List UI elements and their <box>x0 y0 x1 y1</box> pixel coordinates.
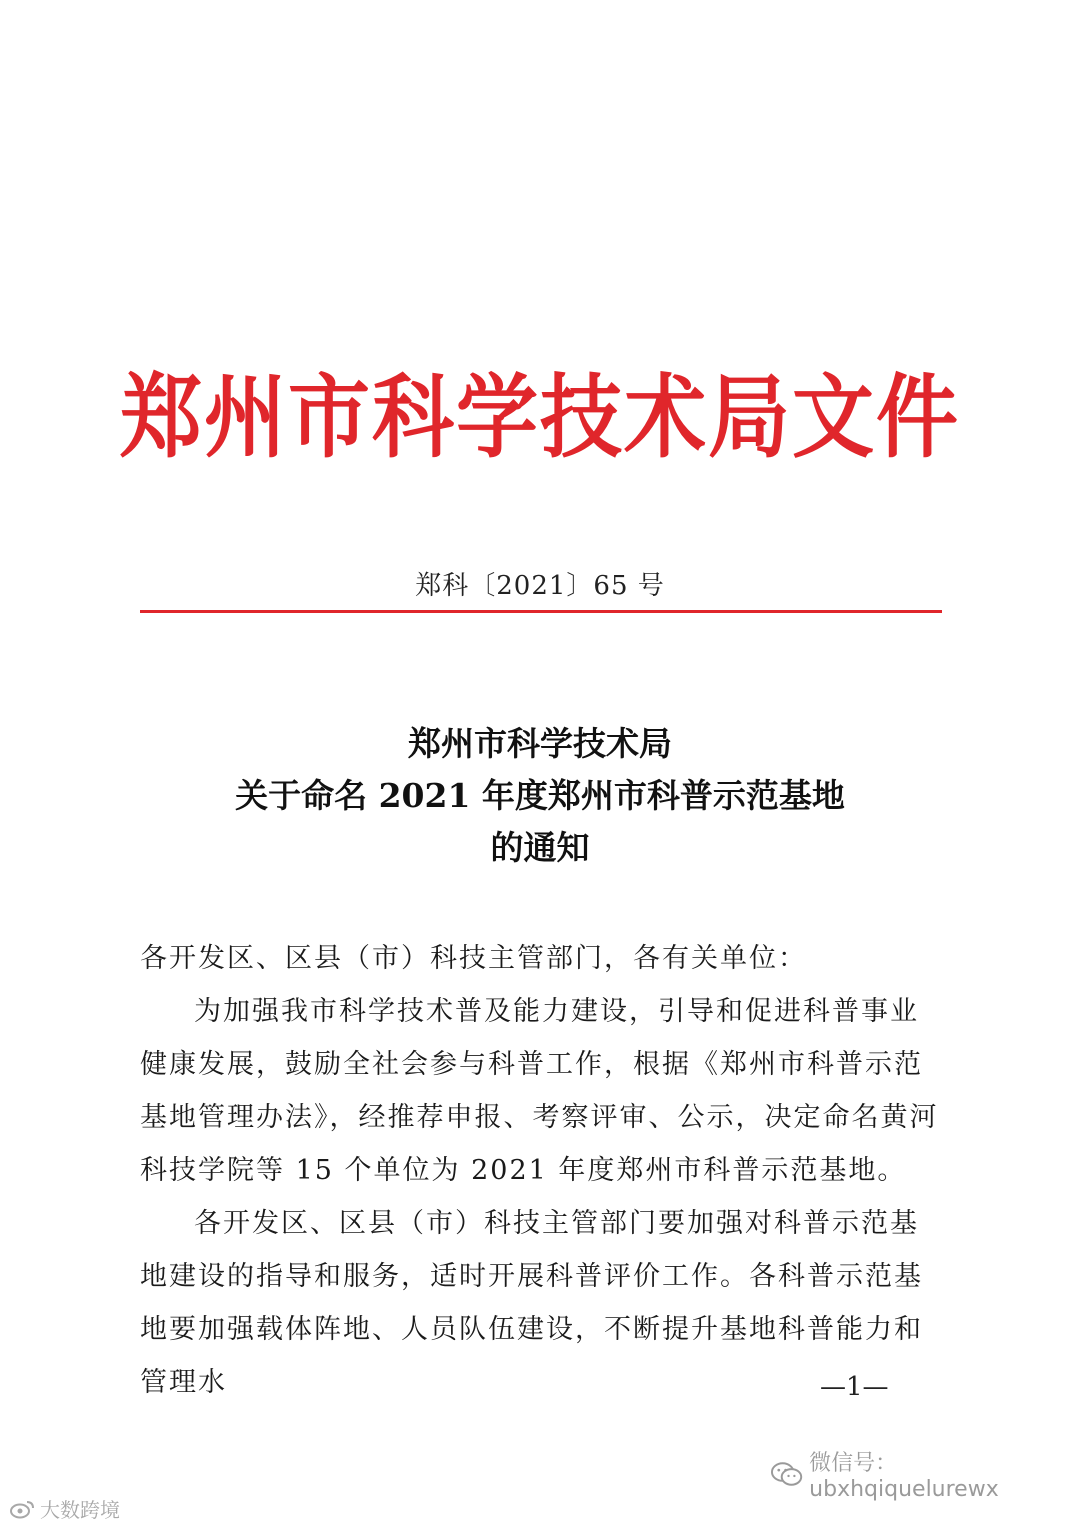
wechat-icon <box>770 1461 803 1487</box>
title-line-1: 郑州市科学技术局 <box>408 724 672 763</box>
brand-watermark-text: 大数跨境 <box>40 1498 120 1522</box>
salutation: 各开发区、区县（市）科技主管部门，各有关单位： <box>140 943 807 974</box>
brand-watermark <box>10 1494 120 1523</box>
title-line-2: 关于命名 2021 年度郑州市科普示范基地 <box>235 776 845 815</box>
weibo-icon <box>10 1499 36 1519</box>
page-number: —1— <box>820 1372 889 1402</box>
notice-body <box>140 932 942 1409</box>
wechat-watermark <box>770 1446 1080 1502</box>
red-divider-rule <box>140 610 942 613</box>
wechat-watermark-text: 微信号：ubxhqiquelurewx <box>809 1451 999 1502</box>
document-number: 郑科〔2021〕65 号 <box>415 571 665 601</box>
body-paragraph-2: 各开发区、区县（市）科技主管部门要加强对科普示范基地建设的指导和服务，适时开展科普评价工作。各科普示范基地要加强载体阵地、人员队伍建设，不断提升基地科普能力和管理水 <box>140 1208 923 1398</box>
issuer-banner: 郑州市科学技术局文件 <box>119 366 960 471</box>
notice-title <box>0 718 1080 874</box>
body-paragraph-1: 为加强我市科学技术普及能力建设，引导和促进科普事业健康发展，鼓励全社会参与科普工作，根据《郑州市科普示范基地管理办法》，经推荐申报、考察评审、公示，决定命名黄河科技学院等 15 个单位为 2021 年度郑州市科普示范基地。 <box>140 996 939 1186</box>
title-line-3: 的通知 <box>490 828 590 867</box>
